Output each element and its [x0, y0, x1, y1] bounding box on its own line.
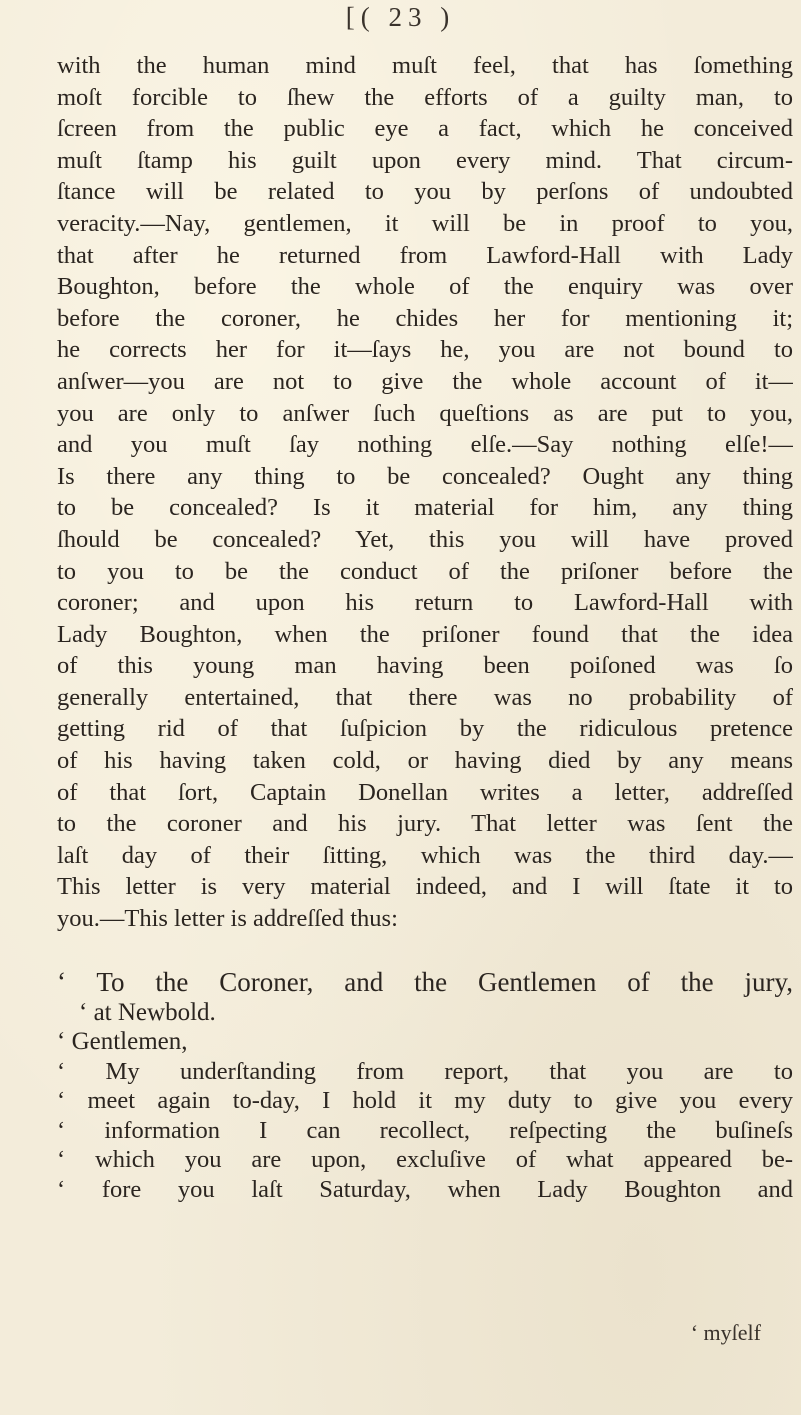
text-line: Is there any thing to be concealed? Ought any thing	[57, 462, 793, 490]
text-line: that after he returned from Lawford-Hall with Lady	[57, 241, 793, 269]
text-line: before the coroner, he chides her for mentioning it;	[57, 304, 793, 332]
letter-line: ‘ My underſtanding from report, that you are to	[57, 1057, 793, 1085]
letter-body	[57, 1057, 793, 1205]
letter-line: ‘ meet again to-day, I hold it my duty to give you every	[57, 1087, 793, 1114]
text-line: he corrects her for it—ſays he, you are not bound to	[57, 336, 793, 364]
text-line: getting rid of that ſuſpicion by the ridiculous pretence	[57, 715, 793, 743]
text-line: to be concealed? Is it material for him, any thing	[57, 494, 793, 522]
letter-line: ‘ fore you laſt Saturday, when Lady Boughton and	[57, 1175, 793, 1203]
text-line: and you muſt ſay nothing elſe.—Say nothing elſe!—	[57, 431, 793, 459]
quoted-letter	[57, 968, 793, 1204]
letter-address-line-1: ‘ To the Coroner, and the Gentlemen of the jury,	[57, 968, 793, 997]
text-line: ſhould be concealed? Yet, this you will have proved	[57, 525, 793, 553]
text-line: Lady Boughton, when the priſoner found that the idea	[57, 620, 793, 648]
body-paragraph	[57, 50, 793, 935]
text-line: moſt forcible to ſhew the efforts of a guilty man, to	[57, 83, 793, 111]
text-line: ſcreen from the public eye a fact, which he conceived	[57, 115, 793, 143]
text-line: of that ſort, Captain Donellan writes a letter, addreſſed	[57, 778, 793, 806]
text-line: of this young man having been poiſoned was ſo	[57, 652, 793, 680]
text-line: you are only to anſwer ſuch queſtions as are put to you,	[57, 399, 793, 427]
text-line: veracity.—Nay, gentlemen, it will be in proof to you,	[57, 209, 793, 237]
text-line: anſwer—you are not to give the whole account of it—	[57, 367, 793, 395]
text-line: generally entertained, that there was no probability of	[57, 683, 793, 711]
text-line: to the coroner and his jury. That letter was ſent the	[57, 810, 793, 838]
letter-line: ‘ information I can recollect, reſpecting the buſineſs	[57, 1116, 793, 1144]
text-line: ſtance will be related to you by perſons of undoubted	[57, 178, 793, 206]
text-line: coroner; and upon his return to Lawford-Hall with	[57, 589, 793, 617]
letter-salutation: ‘ Gentlemen,	[57, 1028, 188, 1055]
letter-line: ‘ which you are upon, excluſive of what appeared be-	[57, 1146, 793, 1173]
text-line: of his having taken cold, or having died by any means	[57, 747, 793, 775]
text-line: laſt day of their ſitting, which was the third day.—	[57, 841, 793, 869]
letter-address-line-2: ‘ at Newbold.	[79, 998, 216, 1026]
text-line: Boughton, before the whole of the enquiry was over	[57, 273, 793, 301]
page-number: [( 23 )	[345, 2, 456, 32]
text-line: to you to be the conduct of the priſoner before the	[57, 557, 793, 585]
text-line: with the human mind muſt feel, that has ſomething	[57, 52, 793, 79]
text-line: you.—This letter is addreſſed thus:	[57, 905, 398, 933]
catchword: ‘ myſelf	[690, 1320, 761, 1345]
text-line: muſt ſtamp his guilt upon every mind. That circum-	[57, 146, 793, 174]
text-line: This letter is very material indeed, and I will ſtate it to	[57, 873, 793, 901]
